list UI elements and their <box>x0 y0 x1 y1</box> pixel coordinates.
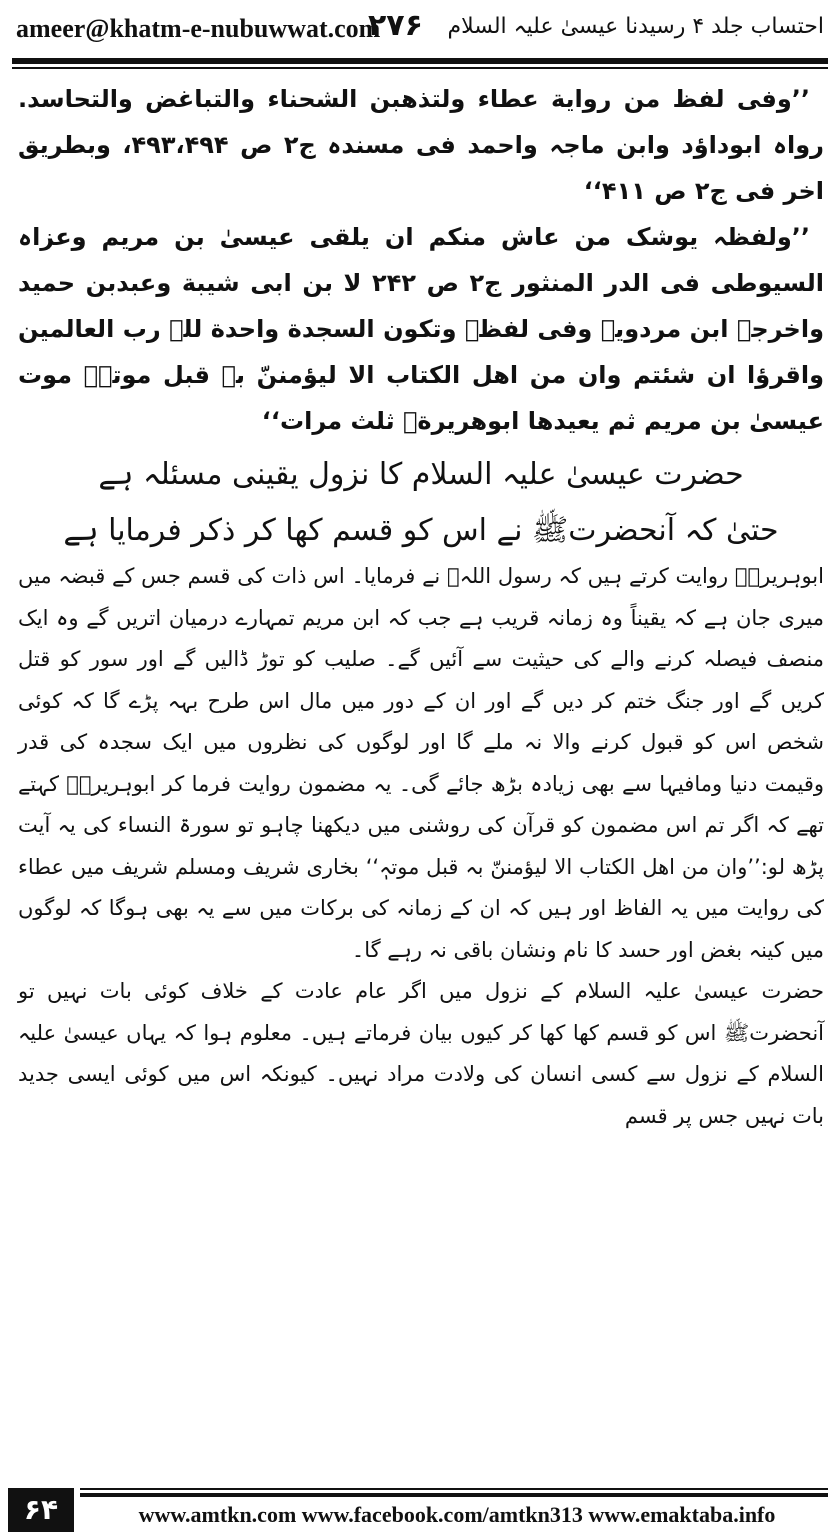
footer-rule <box>80 1488 828 1490</box>
arabic-paragraph-2: ’’ولفظہ یوشک من عاش منکم ان یلقی عیسیٰ بن مریم وعزاہ السیوطی فی الدر المنثور ج۲ ص ۲۴۲ لا بن ابی شیبة وعبدبن حمید واخرجہ ابن مردویہ وفی لفظہ وتکون السجدة واحدة للہ رب العالمین واقرؤا ان شئتم وان من اھل الکتاب الا لیؤمننّ بہ قبل موتہٖ موت عیسیٰ بن مریم ثم یعیدھا ابوھریرةؓ ثلث مرات‘‘ <box>18 223 825 435</box>
header-rule-thin <box>12 67 828 69</box>
footer-page-number: ۶۴ <box>8 1488 74 1532</box>
section-heading-2: حتیٰ کہ آنحضرتﷺ نے اس کو قسم کھا کر ذکر فرمایا ہے <box>63 513 779 548</box>
email-address: ameer@khatm-e-nubuwwat.com <box>16 14 381 43</box>
page-header <box>0 0 840 62</box>
footer-rule-thick <box>80 1493 828 1497</box>
page-content <box>18 76 824 1137</box>
urdu-paragraph-1: ابوہریرہؓ روایت کرتے ہیں کہ رسول اللہﷺ نے فرمایا۔ اس ذات کی قسم جس کے قبضہ میں میری جان ہے کہ یقیناً وہ زمانہ قریب ہے جب کہ ابن مریم تمہارے درمیان اتریں گے وہ ایک منصف فیصلہ کرنے والے کی حیثیت سے آئیں گے۔ صلیب کو توڑ ڈالیں گے اور سور کو قتل کریں گے اور جنگ ختم کر دیں گے اور ان کے دور میں مال اس طرح بہہ پڑے گا کہ کوئی شخص اس کو قبول کرنے والا نہ ملے گا اور لوگوں کی نظروں میں ایک سجدہ کی قدر وقیمت دنیا ومافیہا سے بھی زیادہ بڑھ جائے گی۔ یہ مضمون روایت فرما کر ابوہریرہؓ کہتے تھے کہ اگر تم اس مضمون کو قرآن کی روشنی میں دیکھنا چاہو تو سورۃ النساء کی یہ آیت پڑھ لو:’’وان من اھل الکتاب الا لیؤمننّ بہ قبل موتہٖ‘‘ بخاری شریف ومسلم شریف میں عطاء کی روایت میں یہ الفاظ اور ہیں کہ ان کے زمانہ کی برکات میں سے یہ بھی ہوگا کہ لوگوں میں کینہ بغض اور حسد کا نام ونشان باقی نہ رہے گا۔ <box>18 564 824 962</box>
header-rule <box>12 58 828 64</box>
footer-links: www.amtkn.com www.facebook.com/amtkn313 www.emaktaba.info <box>138 1502 776 1527</box>
header-page-number: ۲۷۶ <box>368 8 423 43</box>
arabic-paragraph-1: ’’وفی لفظ من روایة عطاء ولتذهبن الشحناء والتباغض والتحاسد. رواہ ابوداؤد وابن ماجہ واحمد فی مسندہ ج۲ ص ۴۹۳،۴۹۴، وبطریق اخر فی ج۲ ص ۴۱۱‘‘ <box>18 85 824 205</box>
section-heading-1: حضرت عیسیٰ علیہ السلام کا نزول یقینی مسئلہ ہے <box>98 457 744 492</box>
book-title: احتساب جلد ۴ رسیدنا عیسیٰ علیہ السلام <box>447 14 824 39</box>
urdu-paragraph-2: حضرت عیسیٰ علیہ السلام کے نزول میں اگر عام عادت کے خلاف کوئی بات نہیں تو آنحضرتﷺ اس کو قسم کھا کھا کر کیوں بیان فرماتے ہیں۔ معلوم ہوا کہ یہاں عیسیٰ علیہ السلام کے نزول سے کسی انسان کی ولادت مراد نہیں۔ کیونکہ اس میں کوئی ایسی جدید بات نہیں جس پر قسم <box>18 979 824 1128</box>
